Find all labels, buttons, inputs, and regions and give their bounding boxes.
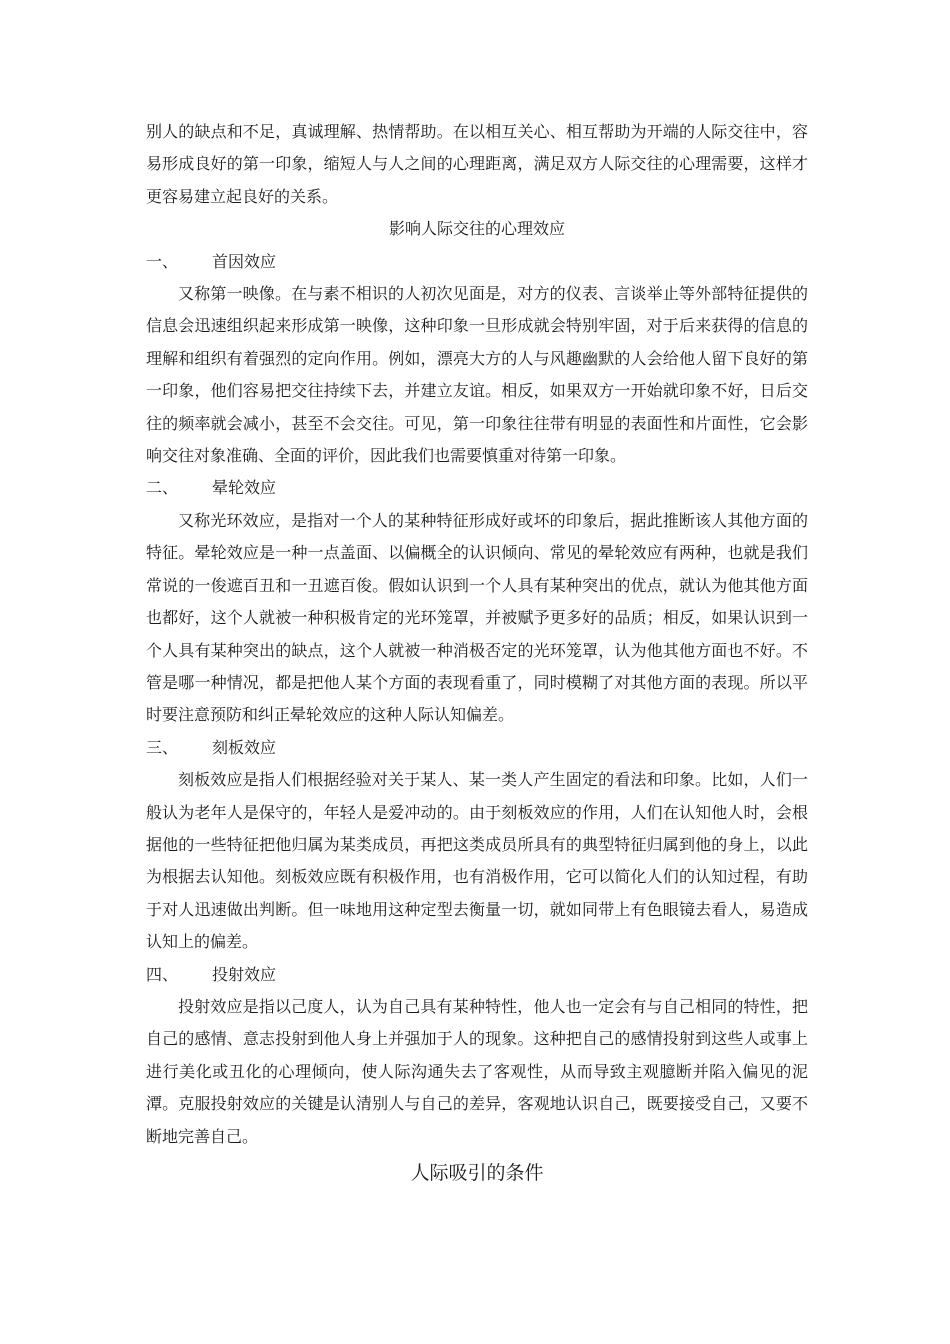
heading-title: 晕轮效应 [212,478,277,498]
heading-halo-effect [146,472,808,504]
paragraph-stereotype-effect: 刻板效应是指人们根据经验对关于某人、某一类人产生固定的看法和印象。比如，人们一般认为老年人是保守的，年轻人是爱冲动的。由于刻板效应的作用，人们在认知他人时，会根据他的一些特征把他归属为某类成员，再把这类成员所具有的典型特征归属到他的身上，以此为根据去认知他。刻板效应既有积极作用，也有消极作用，它可以简化人们的认知过程，有助于对人迅速做出判断。但一味地用这种定型去衡量一切，就如同带上有色眼镜去看人，易造成认知上的偏差。 [146,770,808,952]
heading-number: 四、 [146,964,179,984]
heading-projection-effect [146,959,808,991]
heading-stereotype-effect [146,732,808,764]
intro-paragraph: 别人的缺点和不足，真诚理解、热情帮助。在以相互关心、相互帮助为开端的人际交往中，容易形成良好的第一印象，缩短人与人之间的心理距离，满足双方人际交往的心理需要，这样才更容易建立起良好的关系。 [146,122,808,206]
heading-number: 一、 [146,251,179,271]
heading-number: 三、 [146,737,179,757]
paragraph-projection-effect: 投射效应是指以己度人，认为自己具有某种特性，他人也一定会有与自己相同的特性，把自己的感情、意志投射到他人身上并强加于人的现象。这种把自己的感情投射到这些人或事上进行美化或丑化的心理倾向，使人际沟通失去了客观性，从而导致主观臆断并陷入偏见的泥潭。克服投射效应的关键是认清别人与自己的差异，客观地认识自己，既要接受自己，又要不断地完善自己。 [146,996,808,1146]
section-title: 影响人际交往的心理效应 [388,219,565,239]
paragraph-primacy-effect: 又称第一映像。在与素不相识的人初次见面是，对方的仪表、言谈举止等外部特征提供的信息会迅速组织起来形成第一映像，这种印象一旦形成就会特别牢固，对于后来获得的信息的理解和组织有着强烈的定向作用。例如，漂亮大方的人与风趣幽默的人会给他人留下良好的第一印象，他们容易把交往持续下去，并建立友谊。相反，如果双方一开始就印象不好，日后交往的频率就会减小，甚至不会交往。可见，第一印象往往带有明显的表面性和片面性，它会影响交往对象准确、全面的评价，因此我们也需要慎重对待第一印象。 [146,284,808,466]
heading-number: 二、 [146,478,179,498]
next-section-title: 人际吸引的条件 [410,1162,544,1184]
heading-title: 投射效应 [212,964,277,984]
heading-title: 刻板效应 [212,737,277,757]
heading-primacy-effect [146,246,808,278]
heading-title: 首因效应 [212,251,277,271]
paragraph-halo-effect: 又称光环效应，是指对一个人的某种特征形成好或坏的印象后，据此推断该人其他方面的特征。晕轮效应是一种一点盖面、以偏概全的认识倾向、常见的晕轮效应有两种，也就是我们常说的一俊遮百丑和一丑遮百俊。假如认识到一个人具有某种突出的优点，就认为他其他方面也都好，这个人就被一种积极肯定的光环笼罩，并被赋予更多好的品质；相反，如果认识到一个人具有某种突出的缺点，这个人就被一种消极否定的光环笼罩，认为他其他方面也不好。不管是哪一种情况，都是把他人某个方面的表现看重了，同时模糊了对其他方面的表现。所以平时要注意预防和纠正晕轮效应的这种人际认知偏差。 [146,510,808,725]
